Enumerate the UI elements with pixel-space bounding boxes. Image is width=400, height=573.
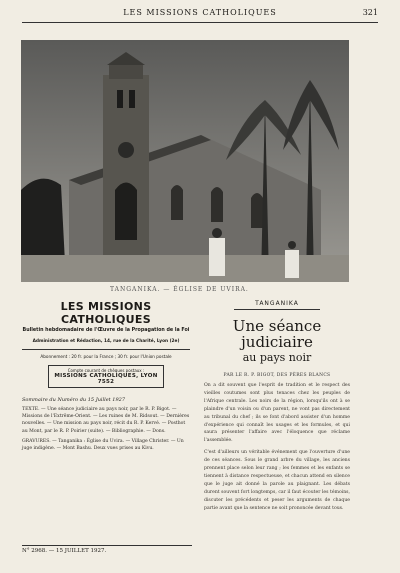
summary-heading: Sommaire du Numéro du 15 Juillet 1927	[22, 397, 125, 403]
account-box	[48, 365, 164, 388]
photo-caption: TANGANIKA. — ÉGLISE DE UVIRA.	[110, 286, 249, 293]
masthead-divider	[22, 349, 190, 350]
article-subtitle: au pays noir	[242, 351, 312, 364]
article-title: Une séance judiciaire	[232, 317, 322, 351]
account-number: MISSIONS CATHOLIQUES, LYON 7552	[54, 373, 158, 385]
right-column	[204, 300, 350, 513]
article-paragraph: C'est d'ailleurs un véritable événement que l'ouverture d'une de ces séances. Sous le grand arbre du village, les anciens prennent place selon leur rang ; les femmes et les enfants se tiennent à distance respectueuse, et chacun attend en silence que le juge ait donné la parole au plaignant. Les débats durent souvent fort longtemps, car il faut écouter les témoins, discuter les précédents et peser les arguments de chaque partie avant que la sentence ne soit prononcée devant tous.	[204, 450, 350, 511]
account-label: Compte courant de chèques postaux :	[67, 368, 145, 373]
masthead-admin: Administration et Rédaction, 14, rue de la Charité, Lyon (2e)	[32, 339, 180, 344]
summary-block	[22, 397, 190, 452]
left-column	[22, 300, 190, 452]
church-photograph	[21, 40, 349, 282]
church-photo-illustration	[21, 40, 349, 282]
masthead-subtitle: Bulletin hebdomadaire de l'Œuvre de la Propagation de la Foi	[22, 328, 190, 333]
running-header-title: LES MISSIONS CATHOLIQUES	[123, 8, 277, 17]
section-divider	[234, 309, 320, 310]
summary-gravures: GRAVURES. — Tanganika : Église du Uvira. — Village Christer. — Un juge indigène. — Mont Bashu. Deux vues prises au Kivu.	[22, 438, 184, 452]
summary-texte: TEXTE. — Une séance judiciaire au pays noir, par le R. P. Bigot. — Missions de l'Extrême-Orient. — Les ruines de M. Ridsout. — Dernières nouvelles. — Une mission au pays noir, récit du R. P. Kervé. — Posthot au Mont, par le R. P. Poirier (suite). — Bibliographie. — Dons.	[22, 407, 190, 434]
masthead-prices: Abonnement : 20 fr. pour la France ; 30 fr. pour l'Union postale	[40, 354, 172, 359]
section-label: TANGANIKA	[255, 300, 299, 307]
page-footer: N° 2968. — 15 JUILLET 1927.	[22, 545, 192, 554]
page-number: 321	[362, 8, 378, 17]
masthead-title: LES MISSIONS CATHOLIQUES	[60, 300, 152, 326]
article-paragraph: On a dit souvent que l'esprit de tradition et le respect des vieilles coutumes sont plus tenaces chez les peuples de l'Afrique centrale. Les noirs de la région, lorsqu'ils ont à se plaindre d'un voisin ou d'un parent, ne vont pas directement au tribunal du chef ; ils se font d'abord assister d'un homme d'expérience qui connaît les usages et les formules, et qui saura présenter l'affaire avec l'éloquence que réclame l'assemblée.	[204, 383, 350, 444]
article-byline: PAR LE R. P. BIGOT, DES PÈRES BLANCS	[223, 373, 331, 378]
running-header	[22, 6, 378, 23]
